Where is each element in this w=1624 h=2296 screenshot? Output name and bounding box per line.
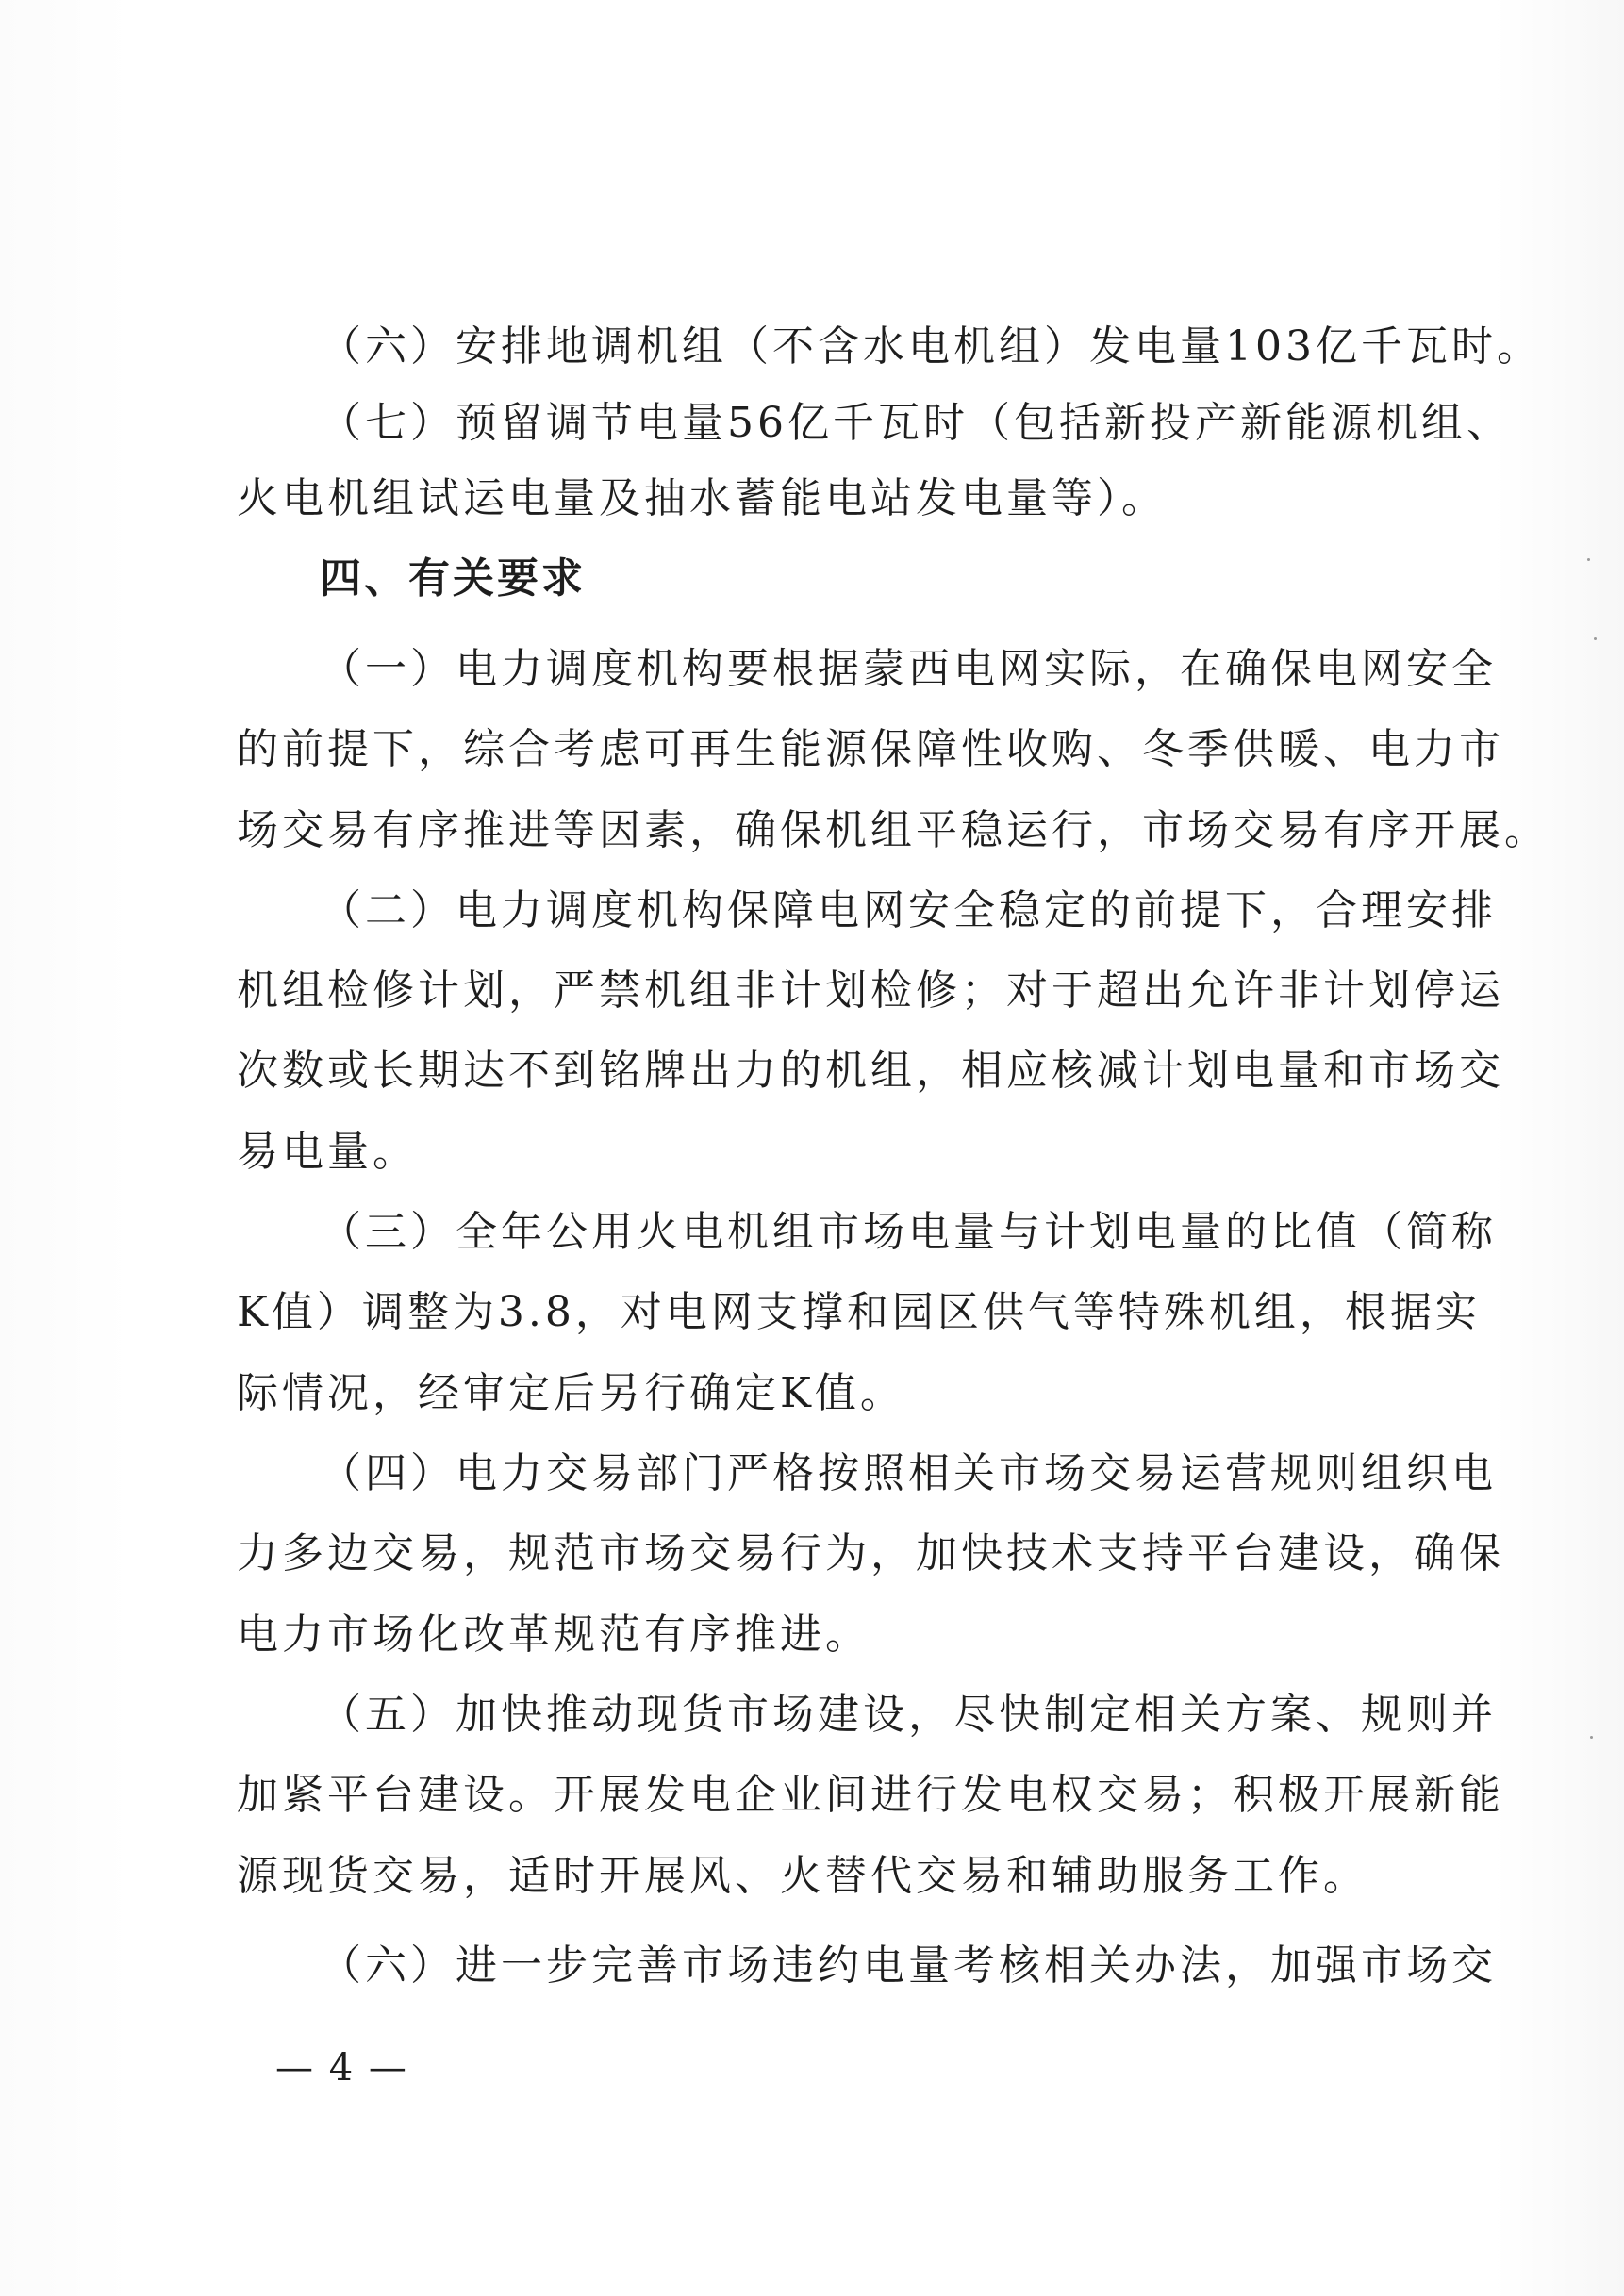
paragraph-line: 场交易有序推进等因素，确保机组平稳运行，市场交易有序开展。 (237, 806, 1549, 854)
paragraph-line: 电力市场化改革规范有序推进。 (237, 1611, 870, 1659)
scan-speck (1590, 1736, 1593, 1739)
scan-speck (1594, 637, 1597, 640)
paragraph-line: （五）加快推动现货市场建设，尽快制定相关方案、规则并 (320, 1691, 1497, 1739)
page-number: — 4 — (275, 2046, 408, 2090)
paragraph-line: （四）电力交易部门严格按照相关市场交易运营规则组织电 (320, 1449, 1497, 1497)
paragraph-line: （一）电力调度机构要根据蒙西电网实际，在确保电网安全 (320, 645, 1497, 693)
paragraph-line: 易电量。 (237, 1128, 418, 1176)
paragraph-line: 的前提下，综合考虑可再生能源保障性收购、冬季供暖、电力市 (237, 725, 1504, 773)
paragraph-line: 机组检修计划，严禁机组非计划检修；对于超出允许非计划停运 (237, 966, 1504, 1015)
paragraph-line: 源现货交易，适时开展风、火替代交易和辅助服务工作。 (237, 1852, 1368, 1900)
paragraph-line: 力多边交易，规范市场交易行为，加快技术支持平台建设，确保 (237, 1529, 1504, 1577)
paragraph-line: 际情况，经审定后另行确定K值。 (237, 1369, 905, 1417)
paragraph-line: 次数或长期达不到铭牌出力的机组，相应核减计划电量和市场交 (237, 1047, 1504, 1095)
paragraph-line: （三）全年公用火电机组市场电量与计划电量的比值（简称 (320, 1208, 1497, 1256)
scan-speck (1587, 558, 1590, 561)
paragraph-line: K值）调整为3.8，对电网支撑和园区供气等特殊机组，根据实 (237, 1288, 1481, 1336)
paragraph-line: （七）预留调节电量56亿千瓦时（包括新投产新能源机组、 (320, 399, 1512, 447)
paragraph-line: （二）电力调度机构保障电网安全稳定的前提下，合理安排 (320, 886, 1497, 934)
paragraph-line: 火电机组试运电量及抽水蓄能电站发电量等）。 (237, 474, 1167, 522)
paragraph-line: 加紧平台建设。开展发电企业间进行发电权交易；积极开展新能 (237, 1771, 1504, 1819)
paragraph-line: （六）安排地调机组（不含水电机组）发电量103亿千瓦时。 (320, 322, 1542, 371)
paragraph-line: （六）进一步完善市场违约电量考核相关办法，加强市场交 (320, 1941, 1497, 1990)
section-heading: 四、有关要求 (320, 554, 586, 603)
